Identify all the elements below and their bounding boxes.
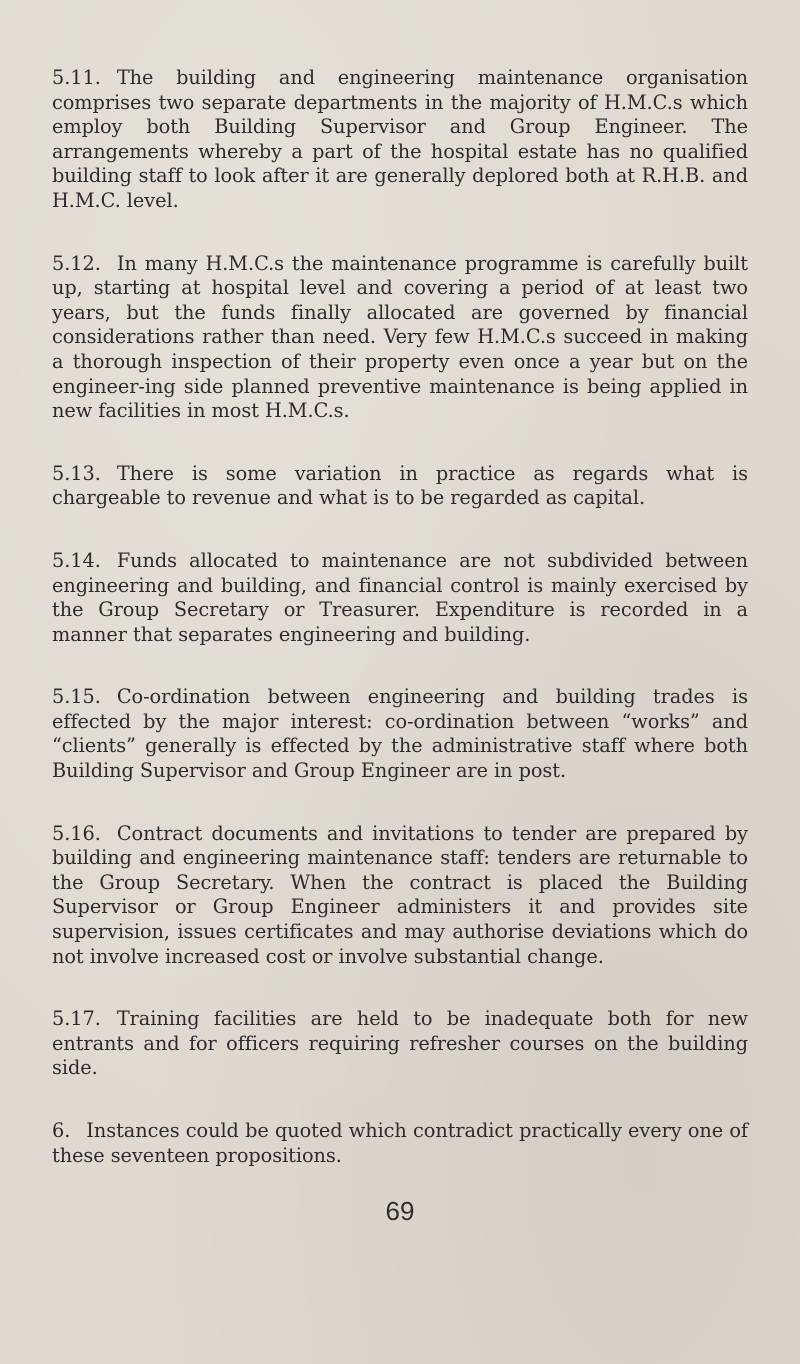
footnote-number: 6.: [52, 1119, 71, 1142]
paragraph-text: The building and engineering maintenance organisation comprises two separate departments in the majority of H.M.C.s which employ both Building Supervisor and Group Engineer. The arrangements whereby a part of the hospital estate has no qualified building staff to look after it are generally deplored both at R.H.B. and H.M.C. level.: [52, 66, 748, 212]
paragraph-text: In many H.M.C.s the maintenance programme is carefully built up, starting at hospital level and covering a period of at least two years, but the funds finally allocated are governed by financial considerations rather than need. Very few H.M.C.s succeed in making a thorough inspection of their property even once a year but on the engineer-ing side planned preventive maintenance is being applied in new facilities in most H.M.C.s.: [52, 251, 748, 423]
paragraph-text: Training facilities are held to be inadequate both for new entrants and for officers requiring refresher courses on the building side.: [52, 1007, 748, 1080]
paragraph-5-15: [52, 685, 748, 783]
paragraph-5-13: [52, 462, 748, 511]
paragraph-number: 5.14.: [52, 548, 101, 572]
paragraph-text: There is some variation in practice as regards what is chargeable to revenue and what is to be regarded as capital.: [52, 461, 748, 510]
paragraph-text: Contract documents and invitations to tender are prepared by building and engineering maintenance staff: tenders are returnable to the Group Secretary. When the contract is placed the Building Supervisor or Group Engineer administers it and provides site supervision, issues certificates and may authorise deviations which do not involve increased cost or involve substantial change.: [52, 821, 748, 968]
paragraph-number: 5.12.: [52, 251, 101, 275]
page-number: 69: [385, 1196, 415, 1226]
paragraph-5-17: [52, 1007, 748, 1081]
paragraph-5-11: [52, 66, 748, 214]
paragraph-text: Funds allocated to maintenance are not subdivided between engineering and building, and financial control is mainly exercised by the Group Secretary or Treasurer. Expenditure is recorded in a manner that separates engineering and building.: [52, 548, 748, 646]
paragraph-number: 5.11.: [52, 66, 101, 89]
paragraph-5-16: [52, 822, 748, 970]
paragraph-5-12: [52, 252, 748, 424]
paragraph-text: Co-ordination between engineering and building trades is effected by the major interest: co-ordination between “works” and “clients” generally is effected by the administrative staff where both Building Supervisor and Group Engineer are in post.: [52, 685, 748, 783]
footnote: [52, 1119, 748, 1168]
footnote-text: Instances could be quoted which contradict practically every one of these seventeen propositions.: [52, 1119, 748, 1167]
paragraph-number: 5.17.: [52, 1007, 101, 1031]
paragraph-number: 5.15.: [52, 685, 101, 709]
paragraph-number: 5.16.: [52, 821, 101, 845]
paragraph-5-14: [52, 549, 748, 647]
document-page: [52, 66, 748, 1206]
paragraph-number: 5.13.: [52, 461, 101, 485]
